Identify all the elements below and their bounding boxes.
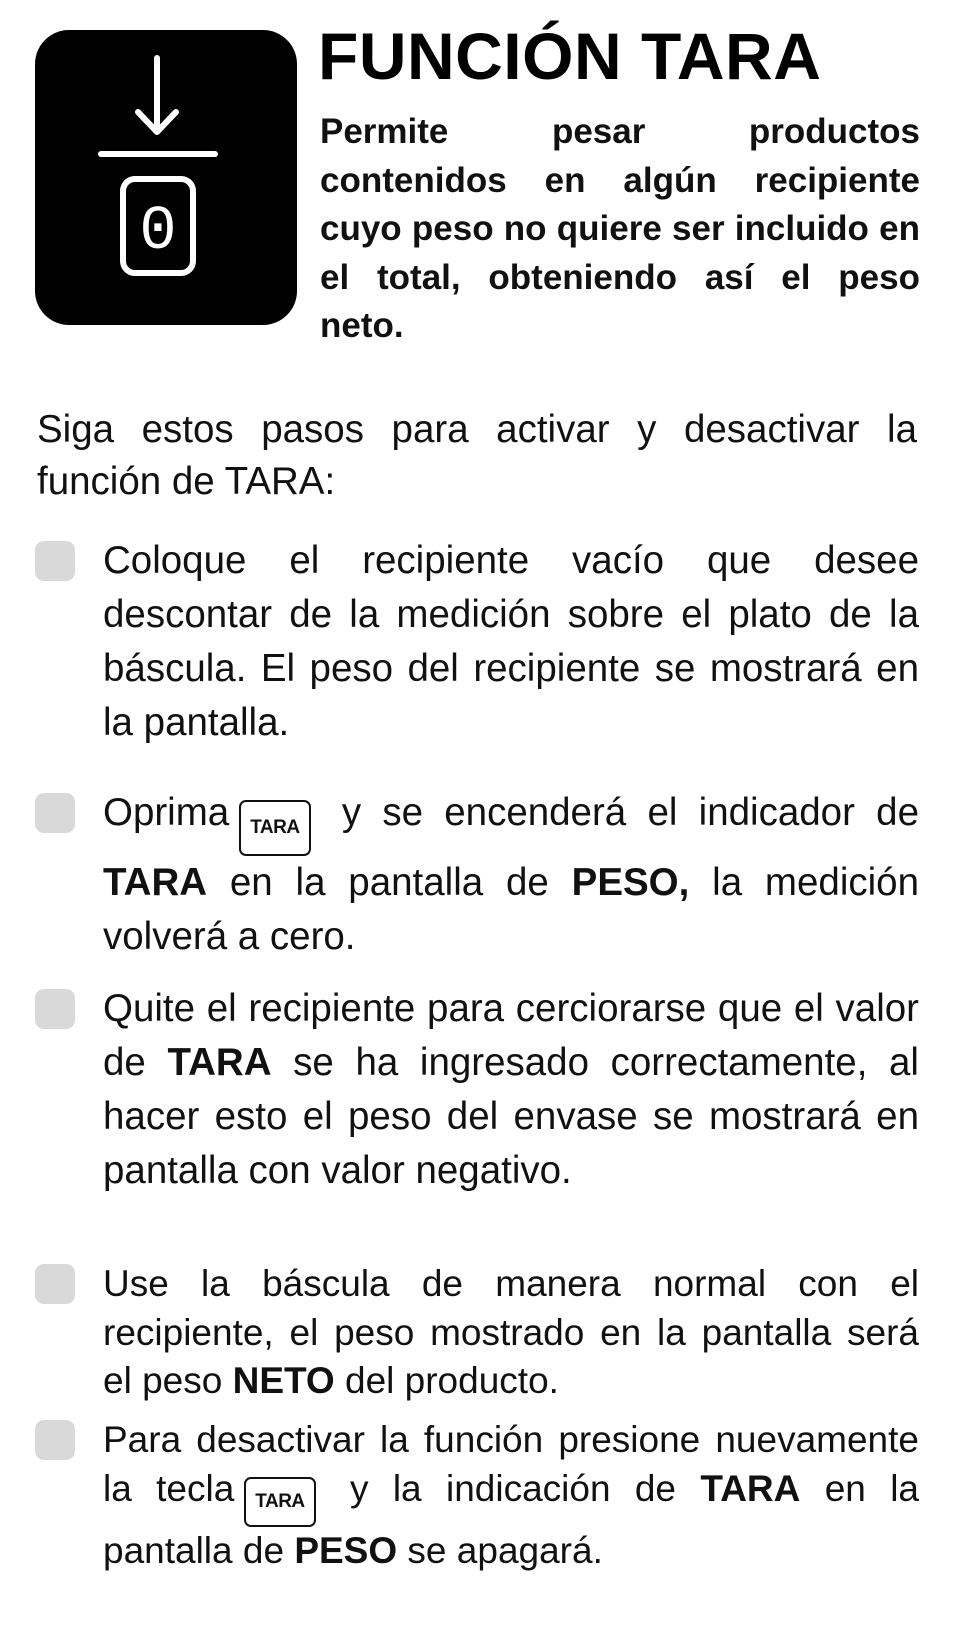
intro-text: Permite pesar productos contenidos en algún recipiente cuyo peso no quiere ser incluido en el total, obteniendo así el peso neto.: [320, 112, 920, 345]
page-title: FUNCIÓN TARA: [318, 19, 822, 93]
lead-text: Siga estos pasos para activar y desactivar la función de TARA:: [37, 408, 917, 503]
step-4: [35, 1260, 919, 1406]
step-1: [35, 534, 919, 750]
step-2: [35, 786, 919, 964]
tara-key: TARA: [244, 1477, 315, 1527]
step-text: Use la báscula de manera normal con el recipiente, el peso mostrado en la pantalla será el peso NETO del producto.: [103, 1263, 919, 1401]
step-text: Oprima TARA y se encenderá el indicador de TARA en la pantalla de PESO, la medición volverá a cero.: [103, 791, 919, 958]
step-bullet: [35, 541, 75, 581]
step-3: [35, 982, 919, 1198]
step-text: Para desactivar la función presione nuevamente la tecla TARA y la indicación de TARA en la pantalla de PESO se apagará.: [103, 1419, 920, 1571]
step-bullet: [35, 1420, 75, 1460]
step-bullet: [35, 1264, 75, 1304]
tare-scale-icon: [35, 30, 297, 325]
step-text: Quite el recipiente para cerciorarse que el valor de TARA se ha ingresado correctamente, al hacer esto el peso del envase se mostrará en pantalla con valor negativo.: [103, 987, 919, 1192]
step-bullet: [35, 793, 75, 833]
tara-key: TARA: [239, 800, 310, 856]
step-5: [35, 1416, 919, 1575]
step-text: Coloque el recipiente vacío que desee descontar de la medición sobre el plato de la báscula. El peso del recipiente se mostrará en la pantalla.: [103, 539, 919, 744]
step-bullet: [35, 989, 75, 1029]
icon-digit: 0: [139, 196, 177, 267]
